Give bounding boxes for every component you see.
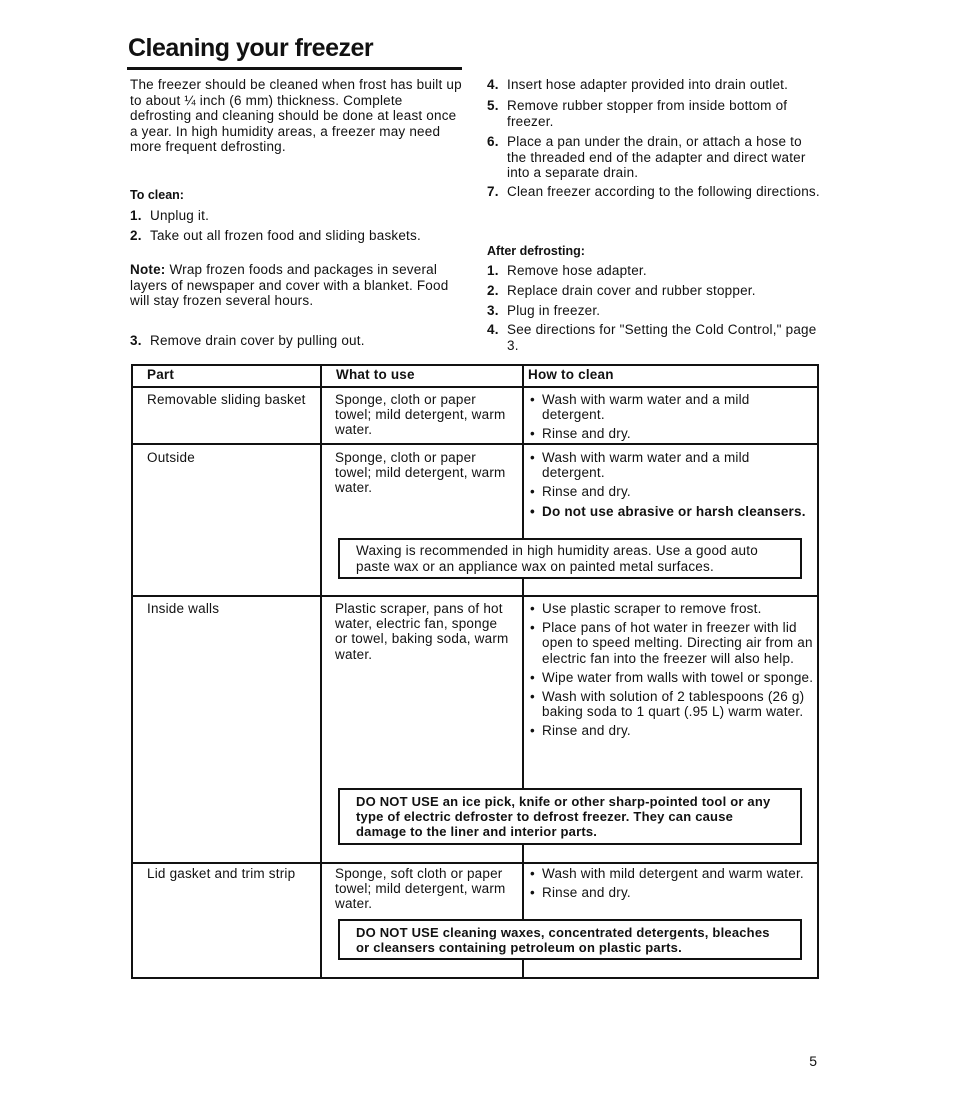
petroleum-warning-box: DO NOT USE cleaning waxes, concentrated detergents, bleaches or cleansers containing petroleum on plastic parts. <box>338 919 802 960</box>
table-row-part: Lid gasket and trim strip <box>147 866 296 881</box>
table-row-what: Sponge, soft cloth or paper towel; mild detergent, warm water. <box>335 866 506 912</box>
note-paragraph <box>130 262 463 309</box>
table-row-part: Inside walls <box>147 601 220 616</box>
row-divider <box>131 862 819 864</box>
to-clean-heading: To clean: <box>130 188 184 202</box>
table-row-what: Sponge, cloth or paper towel; mild detergent, warm water. <box>335 392 506 438</box>
column-divider <box>522 364 524 979</box>
table-row-part: Outside <box>147 450 195 465</box>
list-item: • Wash with mild detergent and warm water. <box>530 866 812 881</box>
list-item: • Rinse and dry. <box>530 426 812 441</box>
sharp-tool-warning-box: DO NOT USE an ice pick, knife or other sharp-pointed tool or any type of electric defroster to defrost freezer. They can cause damage to the liner and interior parts. <box>338 788 802 845</box>
table-row-part: Removable sliding basket <box>147 392 306 407</box>
table-row-how <box>530 392 812 446</box>
note-label: Note: <box>130 262 166 277</box>
list-item: • Rinse and dry. <box>530 885 812 900</box>
table-header-part: Part <box>147 367 175 382</box>
page-number: 5 <box>809 1053 817 1069</box>
wax-notice-box: Waxing is recommended in high humidity areas. Use a good auto paste wax or an appliance wax on painted metal surfaces. <box>338 538 802 579</box>
table-row-what: Sponge, cloth or paper towel; mild detergent, warm water. <box>335 450 506 496</box>
list-item: • Wash with warm water and a mild detergent. <box>530 392 812 422</box>
list-item: • Use plastic scraper to remove frost. <box>530 601 814 616</box>
intro-paragraph: The freezer should be cleaned when frost has built up to about ¼ inch (6 mm) thickness. Complete defrosting and cleaning should be done at least once a year. In high humidity areas, a freezer may need more frequent defrosting. <box>130 77 462 154</box>
table-row-how <box>530 866 812 904</box>
note-text: Wrap frozen foods and packages in several layers of newspaper and cover with a blanket. Food will stay frozen several hours. <box>130 262 449 308</box>
row-divider <box>131 595 819 597</box>
table-border <box>817 364 819 979</box>
table-border <box>131 364 819 366</box>
list-item: • Place pans of hot water in freezer with lid open to speed melting. Directing air from an electric fan into the freezer will also help. <box>530 620 814 666</box>
column-divider <box>320 364 322 979</box>
list-item: • Wipe water from walls with towel or sponge. <box>530 670 814 685</box>
list-item: • Rinse and dry. <box>530 723 814 738</box>
list-item: • Wash with warm water and a mild detergent. <box>530 450 812 480</box>
page-title: Cleaning your freezer <box>128 34 374 62</box>
row-divider <box>131 386 819 388</box>
after-defrosting-heading: After defrosting: <box>487 244 585 258</box>
table-row-what: Plastic scraper, pans of hot water, electric fan, sponge or towel, baking soda, warm water. <box>335 601 509 662</box>
table-header-how: How to clean <box>528 367 614 382</box>
table-row-how <box>530 601 814 743</box>
table-header-what: What to use <box>336 367 415 382</box>
table-border <box>131 977 819 979</box>
list-item: • Rinse and dry. <box>530 484 812 499</box>
table-border <box>131 364 133 979</box>
list-item: • Do not use abrasive or harsh cleansers. <box>530 504 812 519</box>
list-item: • Wash with solution of 2 tablespoons (26 g) baking soda to 1 quart (.95 L) warm water. <box>530 689 814 719</box>
table-row-how <box>530 450 812 523</box>
title-underline <box>127 67 462 70</box>
